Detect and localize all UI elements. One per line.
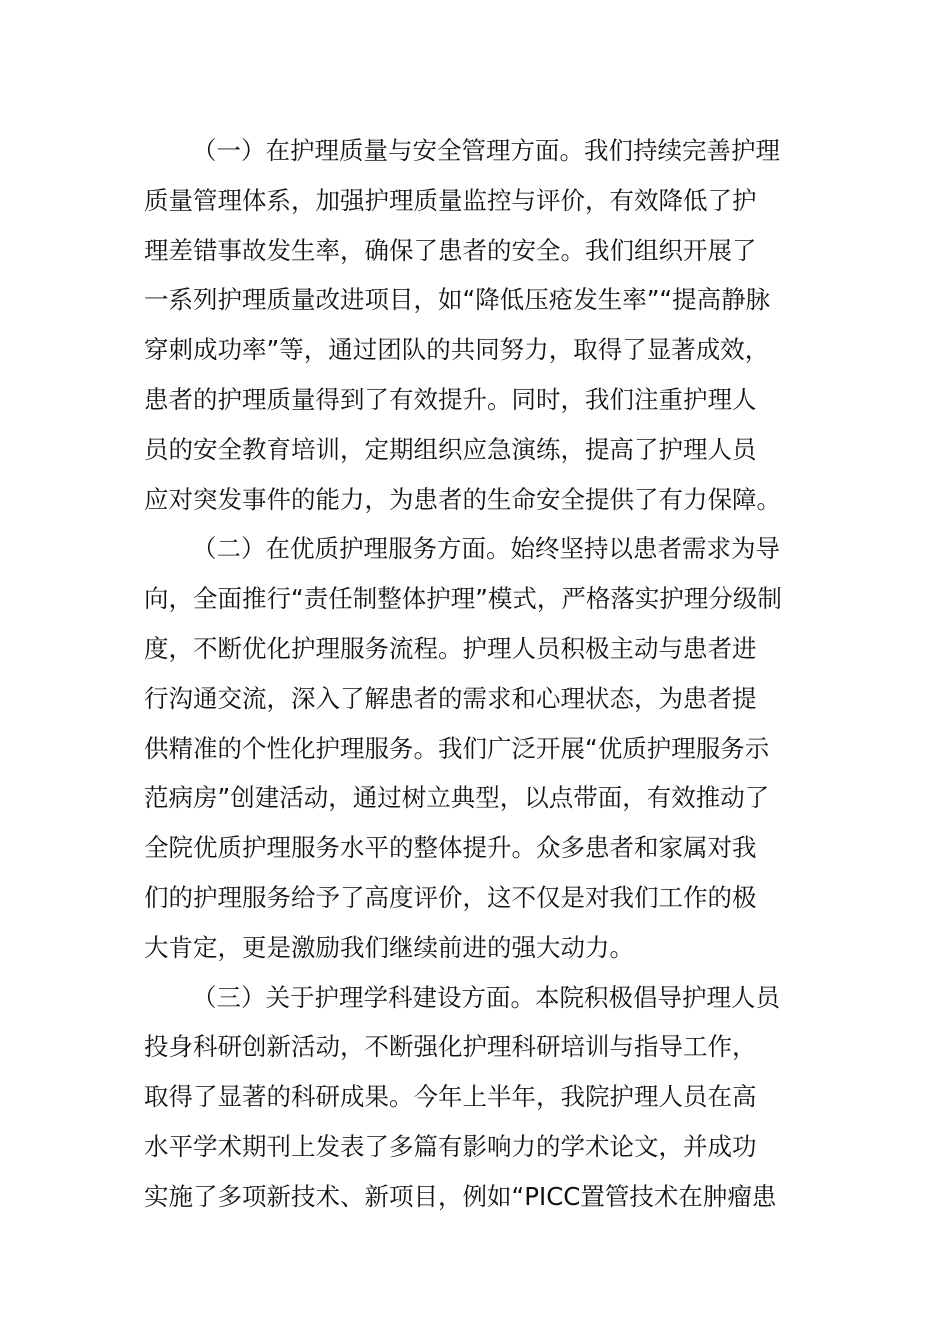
text-line: 患者的护理质量得到了有效提升。同时，我们注重护理人 — [144, 384, 757, 414]
text-line: 供精准的个性化护理服务。我们广泛开展“优质护理服务示 — [144, 733, 770, 763]
text-line: 质量管理体系，加强护理质量监控与评价，有效降低了护 — [144, 185, 757, 215]
text-line: 投身科研创新活动，不断强化护理科研培训与指导工作， — [144, 1032, 757, 1062]
text-line: 理差错事故发生率，确保了患者的安全。我们组织开展了 — [144, 235, 757, 265]
document-body — [144, 126, 808, 1222]
text-line: 一系列护理质量改进项目，如“降低压疮发生率”“提高静脉 — [144, 285, 771, 315]
text-line: 取得了显著的科研成果。今年上半年，我院护理人员在高 — [144, 1082, 757, 1112]
text-line: 水平学术期刊上发表了多篇有影响力的学术论文，并成功 — [144, 1131, 757, 1161]
paragraph-3-heading-line: （三）关于护理学科建设方面。本院积极倡导护理人员 — [192, 982, 780, 1012]
text-line: 全院优质护理服务水平的整体提升。众多患者和家属对我 — [144, 833, 757, 863]
text-line: 穿刺成功率”等，通过团队的共同努力，取得了显著成效， — [144, 335, 770, 365]
text-line: 们的护理服务给予了高度评价，这不仅是对我们工作的极 — [144, 882, 757, 912]
text-line: 向，全面推行“责任制整体护理”模式，严格落实护理分级制 — [144, 584, 782, 614]
paragraph-2-heading-line: （二）在优质护理服务方面。始终坚持以患者需求为导 — [192, 534, 780, 564]
text-line: 大肯定，更是激励我们继续前进的强大动力。 — [144, 932, 634, 962]
text-line: 应对突发事件的能力，为患者的生命安全提供了有力保障。 — [144, 484, 781, 514]
paragraph-1-heading-line: （一）在护理质量与安全管理方面。我们持续完善护理 — [192, 136, 780, 165]
text-line: 员的安全教育培训，定期组织应急演练，提高了护理人员 — [144, 434, 757, 464]
text-line: 度，不断优化护理服务流程。护理人员积极主动与患者进 — [144, 633, 757, 663]
text-line: 范病房”创建活动，通过树立典型，以点带面，有效推动了 — [144, 783, 770, 813]
text-line: 行沟通交流，深入了解患者的需求和心理状态，为患者提 — [144, 683, 757, 713]
text-line: 实施了多项新技术、新项目，例如“PICC置管技术在肿瘤患 — [144, 1181, 777, 1211]
